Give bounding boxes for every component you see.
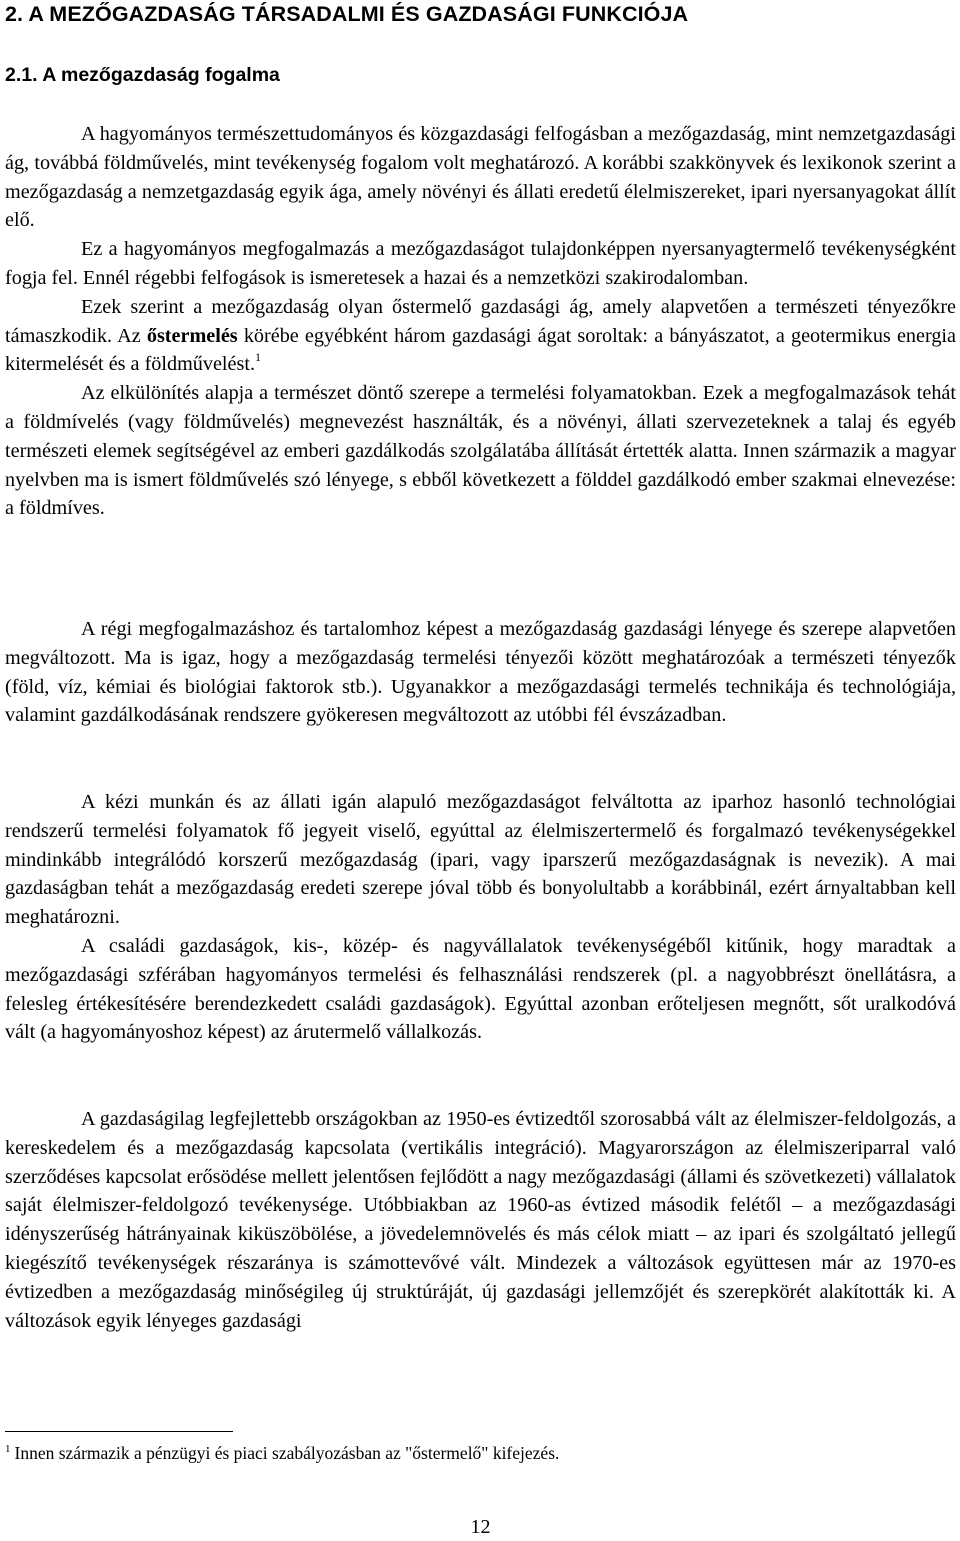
text-run: körébe egyébként három gazdasági ágat soroltak: a bányászatot, a geotermikus energia kitermelését és a földművelést. <box>5 324 956 376</box>
bold-term: őstermelés <box>146 324 238 347</box>
footnote-number: 1 <box>5 1443 11 1455</box>
text-block-4 <box>5 1105 956 1335</box>
paragraph: A családi gazdaságok, kis-, közép- és nagyvállalatok tevékenységéből kitűnik, hogy maradtak a mezőgazdasági szférában hagyományos termelési és felhasználási rendszerek (pl. a nagyobbrészt önellátásra, a felesleg értékesítésére berendezkedett családi gazdaságok). Egyúttal azonban erőteljesen megnőtt, sőt uralkodóvá vált (a hagyományoshoz képest) az árutermelő vállalkozás. <box>5 934 956 1044</box>
chapter-heading: 2. A MEZŐGAZDASÁG TÁRSADALMI ÉS GAZDASÁGI FUNKCIÓJA <box>5 2 689 26</box>
page-number: 12 <box>470 1516 491 1538</box>
paragraph: Az elkülönítés alapja a természet döntő szerepe a termelési folyamatokban. Ezek a megfogalmazások tehát a földmívelés (vagy földművelés) megnevezést használták, és a növényi, állati szervezeteknek a talaj és egyéb természeti elemek segítségével az emberi gazdálkodás szolgálatába állítását értették alatta. Innen származik a magyar nyelvben ma is ismert földművelés szó lényege, s ebből következett a földdel gazdálkodó ember szakmai elnevezése: a földmíves. <box>5 382 956 520</box>
paragraph: A régi megfogalmazáshoz és tartalomhoz képest a mezőgazdaság gazdasági lényege és szerepe alapvetően megváltozott. Ma is igaz, hogy a mezőgazdaság termelési tényezői között meghatározóak a természeti tényezők (föld, víz, kémiai és biológiai faktorok stb.). Ugyanakkor a mezőgazdasági termelés technikája és technológiája, valamint gazdálkodásának rendszere gyökeresen megváltozott az utóbbi fél évszázadban. <box>5 618 956 727</box>
paragraph <box>5 293 956 379</box>
paragraph: Ez a hagyományos megfogalmazás a mezőgazdaságot tulajdonképpen nyersanyagtermelő tevékenységként fogja fel. Ennél régebbi felfogások is ismeretesek a hazai és a nemzetközi szakirodalomban. <box>5 238 956 289</box>
footnote <box>5 1442 559 1464</box>
footnote-text: Innen származik a pénzügyi és piaci szabályozásban az "őstermelő" kifejezés. <box>14 1443 560 1463</box>
section-heading: 2.1. A mezőgazdaság fogalma <box>5 64 280 86</box>
text-block-1 <box>5 120 956 523</box>
paragraph: A kézi munkán és az állati igán alapuló mezőgazdaságot felváltotta az iparhoz hasonló technológiai rendszerű termelési folyamatok fő jegyeit viselő, egyúttal az élelmiszertermelő és forgalmazó tevékenységekkel mindinkább integrálódó korszerű mezőgazdaság (ipari, vagy iparszerű mezőgazdaságnak is nevezik). A mai gazdaságban tehát a mezőgazdaság eredeti szerepe jóval több és bonyolultabb a korábbinál, ezért árnyaltabban kell meghatározni. <box>5 791 956 929</box>
footnote-reference[interactable]: 1 <box>255 350 262 365</box>
footnote-separator <box>5 1431 233 1432</box>
text-block-2 <box>5 615 956 730</box>
text-run: Ezek szerint a mezőgazdaság olyan őstermelő gazdasági ág, amely alapvetően a természeti tényezőkre támaszkodik. Az <box>5 295 956 347</box>
paragraph: A hagyományos természettudományos és közgazdasági felfogásban a mezőgazdaság, mint nemzetgazdasági ág, továbbá földművelés, mint tevékenység fogalom volt meghatározó. A korábbi szakkönyvek és lexikonok szerint a mezőgazdaság a nemzetgazdaság egyik ága, amely növényi és állati eredetű élelmiszereket, ipari nyersanyagokat állít elő. <box>5 123 956 232</box>
text-block-3 <box>5 788 956 1047</box>
paragraph: A gazdaságilag legfejlettebb országokban az 1950-es évtizedtől szorosabbá vált az élelmiszer-feldolgozás, a kereskedelem és a mezőgazdaság kapcsolata (vertikális integráció). Magyarországon az élelmiszeriparral való szerződéses kapcsolat erősödése mellett jelentősen fejlődött a nagy mezőgazdasági (állami és szövetkezeti) vállalatok saját élelmiszer-feldolgozó tevékenysége. Utóbbiakban az 1960-as évtized második felétől – a mezőgazdasági idényszerűség hátrányainak kiküszöbölése, a jövedelemnövelés és más célok miatt – az ipari és szolgáltató jellegű kiegészítő tevékenységek részaránya is számottevővé vált. Mindezek a változások együttesen már az 1970-es évtizedben a mezőgazdaság minőségileg új struktúráját, új gazdasági jellemzőjét és szerepkörét alakították ki. A változások egyik lényeges gazdasági <box>5 1108 956 1332</box>
